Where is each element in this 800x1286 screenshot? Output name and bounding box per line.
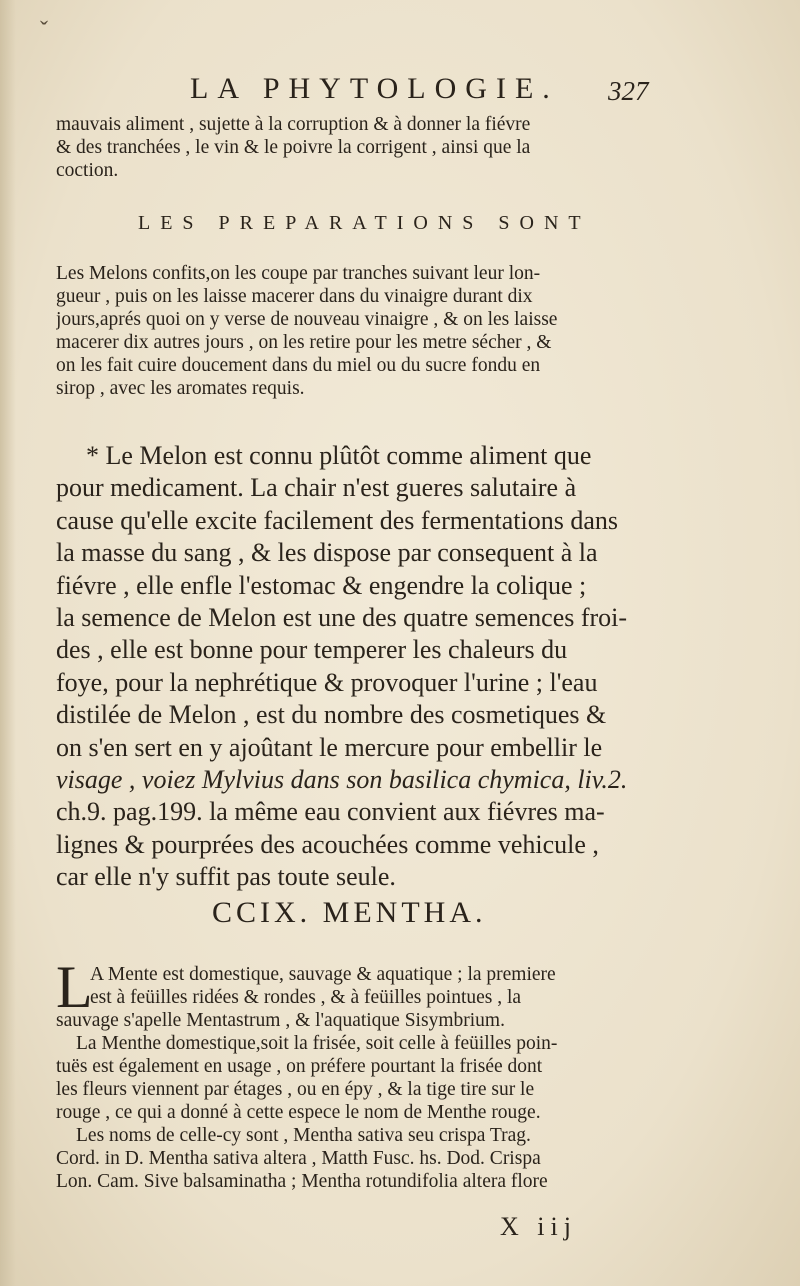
section-heading: LES PREPARATIONS SONT [138, 212, 591, 234]
text-line: des , elle est bonne pour temperer les chaleurs du [56, 635, 568, 665]
text-line: Les Melons confits,on les coupe par tranches suivant leur lon- [56, 263, 541, 284]
text-line: sauvage s'apelle Mentastrum , & l'aquatique Sisymbrium. [56, 1010, 505, 1031]
text-line: mauvais aliment , sujette à la corruption & à donner la fiévre [56, 114, 531, 135]
text-line: Les noms de celle-cy sont , Mentha sativa seu crispa Trag. [76, 1125, 531, 1146]
text-line: & des tranchées , le vin & le poivre la corrigent , ainsi que la [56, 137, 531, 158]
text-line: sirop , avec les aromates requis. [56, 378, 305, 399]
text-line: macerer dix autres jours , on les retire pour les metre sécher , & [56, 332, 552, 353]
preparations-paragraph [56, 262, 680, 400]
text-line: la masse du sang , & les dispose par consequent à la [56, 538, 598, 568]
text-line: tuës est également en usage , on préfere pourtant la frisée dont [56, 1056, 543, 1077]
mentha-paragraph [56, 963, 680, 1193]
chapter-heading: CCIX. MENTHA. [212, 896, 487, 929]
text-line: foye, pour la nephrétique & provoquer l'urine ; l'eau [56, 667, 598, 697]
text-line: lignes & pourprées des acouchées comme vehicule , [56, 829, 599, 859]
text-line: pour medicament. La chair n'est gueres salutaire à [56, 473, 577, 503]
text-line: ch.9. pag.199. la même eau convient aux fiévres ma- [56, 797, 605, 827]
text-line: car elle n'y suffit pas toute seule. [56, 862, 396, 892]
page-number: 327 [608, 76, 649, 106]
text-line: jours,aprés quoi on y verse de nouveau vinaigre , & on les laisse [56, 309, 558, 330]
text-line: on les fait cuire doucement dans du miel ou du sucre fondu en [56, 355, 541, 376]
text-line: on s'en sert en y ajoûtant le mercure pour embellir le [56, 732, 603, 762]
text-line: cause qu'elle excite facilement des fermentations dans [56, 505, 618, 535]
text-line: rouge , ce qui a donné à cette espece le nom de Menthe rouge. [56, 1102, 541, 1123]
text-line: la semence de Melon est une des quatre semences froi- [56, 602, 628, 632]
signature-mark: X iij [500, 1212, 577, 1241]
text-line: A Mente est domestique, sauvage & aquatique ; la premiere [90, 964, 556, 985]
note-paragraph [56, 440, 680, 893]
drop-cap: L [56, 954, 93, 1020]
text-line: Cord. in D. Mentha sativa altera , Matth Fusc. hs. Dod. Crispa [56, 1148, 541, 1169]
running-title: LA PHYTOLOGIE. [190, 72, 559, 105]
text-line: les fleurs viennent par étages , ou en épy , & la tige tire sur le [56, 1079, 535, 1100]
text-line: fiévre , elle enfle l'estomac & engendre la colique ; [56, 570, 587, 600]
text-line: Lon. Cam. Sive balsaminatha ; Mentha rotundifolia altera flore [56, 1171, 548, 1192]
text-line: visage , voiez Mylvius dans son basilica chymica, liv.2. [56, 764, 628, 794]
text-line: est à feüilles ridées & rondes , & à feüilles pointues , la [90, 987, 522, 1008]
text-line: distilée de Melon , est du nombre des cosmetiques & [56, 700, 607, 730]
text-line: * Le Melon est connu plûtôt comme aliment que [86, 441, 592, 470]
running-head [190, 72, 690, 112]
text-line: gueur , puis on les laisse macerer dans du vinaigre durant dix [56, 286, 533, 307]
ink-mark: ˇ [40, 18, 48, 44]
text-line: coction. [56, 160, 119, 181]
text-line: La Menthe domestique,soit la frisée, soit celle à feüilles poin- [76, 1033, 558, 1054]
page-gutter-shadow [0, 0, 16, 1286]
continuation-paragraph [56, 113, 680, 182]
